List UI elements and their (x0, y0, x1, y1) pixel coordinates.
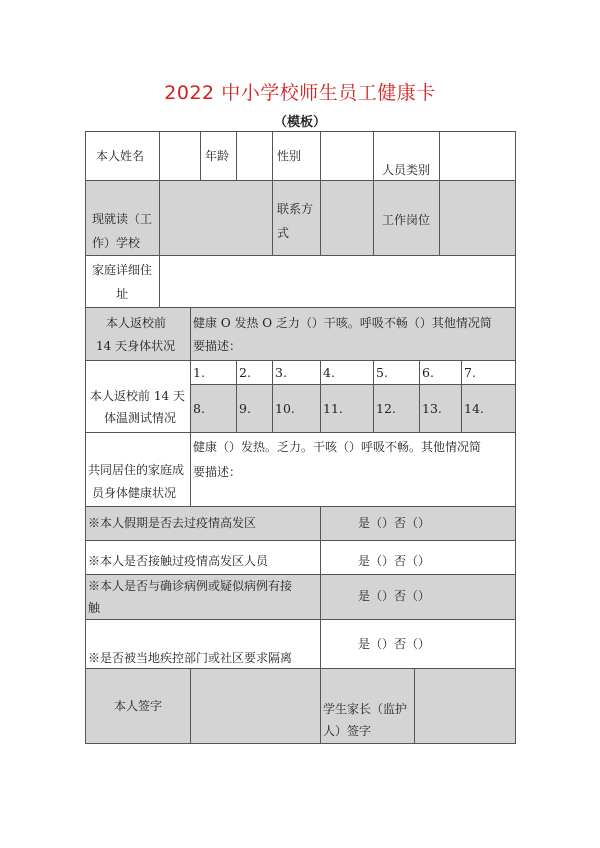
temp-day-cell[interactable] (272, 360, 321, 385)
yes-no-options[interactable]: 是（）否（） (358, 589, 431, 603)
guardian-signature-label-line2: 人）签字 (323, 724, 372, 738)
contact-label-cell (272, 180, 321, 256)
self-health-content-line1: 健康 O 发热 O 乏力（）干咳。呼吸不畅（）其他情况简 (193, 316, 492, 330)
temp-day-cell[interactable] (236, 360, 273, 385)
address-label-cell (85, 255, 160, 308)
address-value-cell[interactable] (159, 255, 516, 308)
school-label-cell (85, 180, 160, 256)
age-value-cell[interactable] (236, 131, 273, 181)
self-health-content-line2: 要描述： (193, 339, 242, 353)
family-health-label-cell (85, 432, 191, 507)
family-health-content-line2: 要描述： (193, 465, 242, 479)
document-subtitle: （模板） (273, 115, 326, 130)
name-value-cell[interactable] (159, 131, 201, 181)
temp-day-label: 1. (193, 365, 205, 380)
contact-value-cell[interactable] (320, 180, 374, 256)
temp-day-cell[interactable] (419, 360, 462, 385)
age-label-cell (200, 131, 237, 181)
temp-day-label: 3. (275, 365, 287, 380)
temperature-label-cell (85, 360, 191, 433)
temp-day-label: 12. (376, 401, 396, 416)
gender-label-cell (272, 131, 321, 181)
temp-day-cell[interactable] (373, 360, 420, 385)
answer-cell[interactable] (320, 619, 516, 669)
age-label: 年龄 (205, 149, 230, 163)
self-signature-label: 本人签字 (114, 699, 163, 713)
temp-day-cell[interactable] (373, 384, 420, 433)
temp-day-label: 9. (239, 401, 251, 416)
question-text: ※本人是否与确诊病例或疑似病例有接 (88, 579, 293, 593)
question-text: ※是否被当地疾控部门或社区要求隔离 (88, 651, 293, 665)
temp-day-cell[interactable] (461, 360, 516, 385)
temp-day-label: 13. (422, 401, 442, 416)
family-health-content-line1: 健康（）发热。乏力。干咳（）呼吸不畅。其他情况简 (193, 440, 482, 454)
self-health-content-cell[interactable] (190, 307, 516, 361)
guardian-signature-field[interactable] (414, 668, 516, 744)
category-value-cell[interactable] (439, 131, 516, 181)
position-label-cell (373, 180, 440, 256)
family-health-label-line2: 员身体健康状况 (92, 486, 177, 500)
yes-no-options[interactable]: 是（）否（） (358, 637, 431, 651)
temp-day-label: 11. (323, 401, 343, 416)
temp-day-cell[interactable] (272, 384, 321, 433)
self-signature-label-cell (85, 668, 191, 744)
self-signature-field[interactable] (190, 668, 321, 744)
temp-day-cell[interactable] (190, 360, 237, 385)
position-label: 工作岗位 (382, 213, 431, 227)
temp-day-cell[interactable] (320, 360, 374, 385)
family-health-label-line1: 共同居住的家庭成 (88, 463, 185, 477)
self-health-label-cell (85, 307, 191, 361)
gender-label: 性别 (277, 149, 302, 163)
yes-no-options[interactable]: 是（）否（） (358, 516, 431, 530)
address-label-line2: 址 (116, 287, 129, 301)
category-label: 人员类别 (382, 163, 431, 177)
question-text: ※本人假期是否去过疫情高发区 (88, 516, 257, 530)
guardian-signature-label-line1: 学生家长（监护 (323, 702, 408, 716)
answer-cell[interactable] (320, 540, 516, 575)
temp-day-label: 6. (422, 365, 434, 380)
temp-day-label: 8. (193, 401, 205, 416)
contact-label-line1: 联系方 (277, 202, 314, 216)
temp-day-cell[interactable] (320, 384, 374, 433)
name-label: 本人姓名 (96, 149, 145, 163)
question-cell (85, 540, 321, 575)
temperature-label-line1: 本人返校前 14 天 (90, 389, 185, 403)
yes-no-options[interactable]: 是（）否（） (358, 554, 431, 568)
temp-day-label: 10. (275, 401, 295, 416)
temp-day-cell[interactable] (190, 384, 237, 433)
school-label-line1: 现就读（工 (92, 212, 153, 226)
question-cell (85, 574, 321, 620)
family-health-content-cell[interactable] (190, 432, 516, 507)
question-cell (85, 506, 321, 541)
temp-day-label: 2. (239, 365, 251, 380)
guardian-signature-label-cell (320, 668, 415, 744)
position-value-cell[interactable] (439, 180, 516, 256)
temp-day-label: 14. (464, 401, 484, 416)
answer-cell[interactable] (320, 506, 516, 541)
question-text-line2: 触 (88, 601, 101, 615)
category-label-cell (373, 131, 440, 181)
document-title: 2022 中小学校师生员工健康卡 (164, 82, 436, 104)
question-cell (85, 619, 321, 669)
temp-day-cell[interactable] (419, 384, 462, 433)
school-label-line2: 作）学校 (92, 236, 141, 250)
temperature-label-line2: 体温测试情况 (104, 411, 177, 425)
school-value-cell[interactable] (159, 180, 273, 256)
answer-cell[interactable] (320, 574, 516, 620)
contact-label-line2: 式 (277, 226, 290, 240)
temp-day-cell[interactable] (461, 384, 516, 433)
temp-day-label: 7. (464, 365, 476, 380)
temp-day-label: 5. (376, 365, 388, 380)
question-text: ※本人是否接触过疫情高发区人员 (88, 554, 269, 568)
self-health-label-line1: 本人返校前 (106, 316, 167, 330)
self-health-label-line2: 14 天身体状况 (96, 339, 176, 353)
address-label-line1: 家庭详细住 (92, 263, 153, 277)
temp-day-cell[interactable] (236, 384, 273, 433)
gender-value-cell[interactable] (320, 131, 374, 181)
name-label-cell (85, 131, 160, 181)
temp-day-label: 4. (323, 365, 335, 380)
